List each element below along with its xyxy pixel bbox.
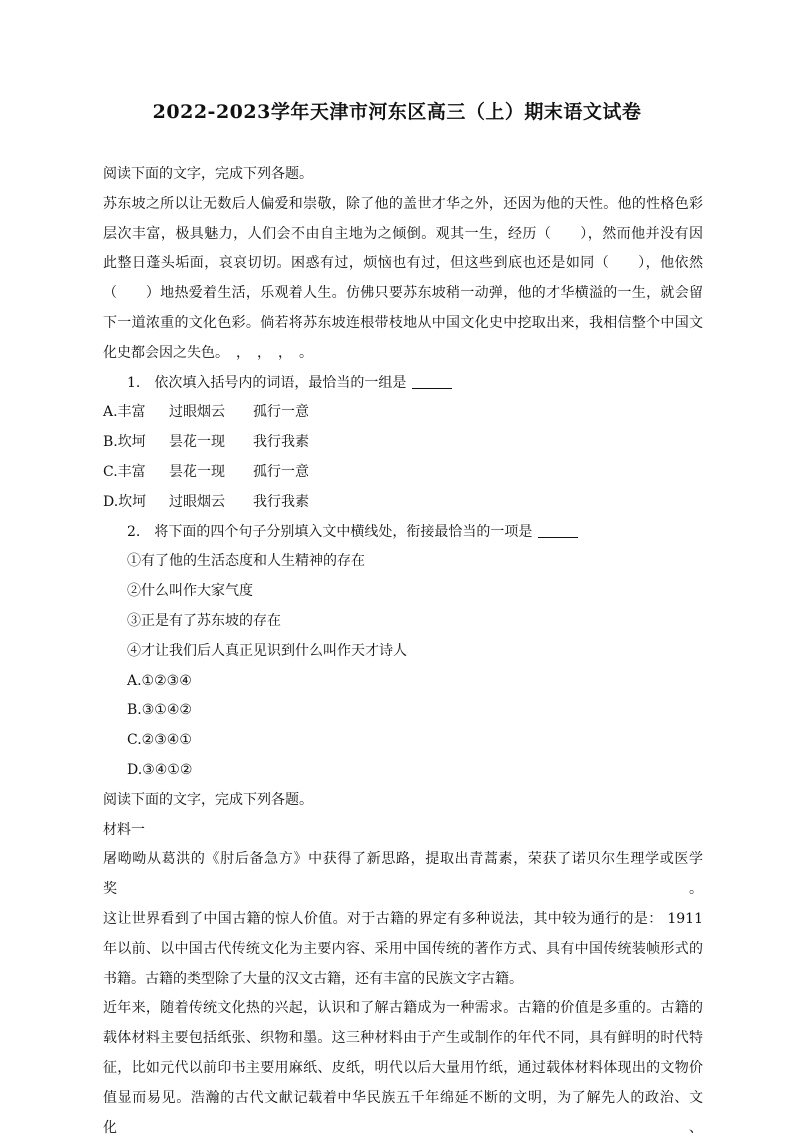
- passage-line: （ ）地热爱着生活，乐观着人生。仿佛只要苏东坡稍一动弹，他的才华横溢的一生，就会留: [103, 285, 703, 302]
- q1-option-d[interactable]: [103, 488, 703, 518]
- q2-option-b[interactable]: B.③①④②: [127, 702, 192, 719]
- q2-option-a[interactable]: A.①②③④: [127, 672, 192, 689]
- option-word-3: 我行我素: [253, 493, 309, 510]
- material-line: 年以前、以中国古代传统文化为主要内容、采用中国传统的著作方式、具有中国传统装帧形式的: [103, 940, 703, 957]
- material-line: 征，比如元代以前印书主要用麻纸、皮纸，明代以后大量用竹纸，通过载体材料体现出的文物价: [103, 1059, 703, 1076]
- q2-sentence: ③正是有了苏东坡的存在: [127, 612, 281, 629]
- option-word-1: A.丰富: [103, 404, 146, 421]
- exam-title: 2022-2023学年天津市河东区高三（上）期末语文试卷: [152, 101, 642, 123]
- option-word-1: B.坎坷: [103, 434, 146, 451]
- material-line: 书籍。古籍的类型除了大量的汉文古籍，还有丰富的民族文字古籍。: [103, 970, 523, 987]
- material-line: 值显而易见。浩瀚的古代文献记载着中华民族五千年绵延不断的文明，为了解先人的政治、文化、: [103, 1089, 703, 1136]
- answer-blank[interactable]: [538, 523, 578, 538]
- q1-option-a[interactable]: [103, 398, 703, 428]
- option-word-3: 孤行一意: [253, 404, 309, 421]
- passage-line: 此整日蓬头垢面，哀哀切切。困惑有过，烦恼也有过，但这些到底也还是如同（ ），他依然: [103, 255, 703, 272]
- section1-instruction: 阅读下面的文字，完成下列各题。: [103, 166, 313, 182]
- q2-sentence: ②什么叫作大家气度: [127, 583, 253, 600]
- material-line: 这让世界看到了中国古籍的惊人价值。对于古籍的界定有多种说法，其中较为通行的是： 1911: [103, 910, 703, 927]
- answer-blank[interactable]: [412, 374, 452, 389]
- option-word-2: 昙花一现: [169, 434, 225, 451]
- q2-sentence: ④才让我们后人真正见识到什么叫作天才诗人: [127, 642, 407, 659]
- question-1: [103, 369, 703, 399]
- q2-option-c[interactable]: C.②③④①: [127, 732, 192, 749]
- passage-line: 层次丰富，极具魅力，人们会不由自主地为之倾倒。观其一生，经历（ ），然而他并没有因: [103, 225, 703, 242]
- q1-option-c[interactable]: [103, 458, 703, 488]
- material-line: 载体材料主要包括纸张、织物和墨。这三种材料由于产生或制作的年代不同，具有鲜明的时代特: [103, 1030, 703, 1047]
- passage-line: 苏东坡之所以让无数后人偏爱和崇敬，除了他的盖世才华之外，还因为他的天性。他的性格色彩: [103, 195, 703, 212]
- question-2-stem: 2. 将下面的四个句子分别填入文中横线处，衔接最恰当的一项是: [127, 523, 533, 540]
- passage-line: 下一道浓重的文化色彩。倘若将苏东坡连根带枝地从中国文化史中挖取出来，我相信整个中国文: [103, 314, 703, 331]
- passage-line: 化史都会因之失色。 ， ， ， 。: [103, 344, 313, 361]
- q2-sentence: ①有了他的生活态度和人生精神的存在: [127, 553, 365, 570]
- material-line: 屠呦呦从葛洪的《肘后备急方》中获得了新思路，提取出青蒿素，荣获了诺贝尔生理学或医学奖。: [103, 851, 703, 898]
- option-word-2: 昙花一现: [169, 463, 225, 480]
- option-word-2: 过眼烟云: [169, 404, 225, 421]
- option-word-2: 过眼烟云: [169, 493, 225, 510]
- option-word-1: D.坎坷: [103, 493, 147, 510]
- material-label: 材料一: [103, 821, 145, 838]
- section2-instruction: 阅读下面的文字，完成下列各题。: [103, 791, 313, 808]
- question-2: [103, 518, 703, 548]
- option-word-3: 我行我素: [253, 434, 309, 451]
- option-word-1: C.丰富: [103, 463, 146, 480]
- question-1-stem: 1. 依次填入括号内的词语，最恰当的一组是: [127, 374, 407, 391]
- material-line: 近年来，随着传统文化热的兴起，认识和了解古籍成为一种需求。古籍的价值是多重的。古籍的: [103, 1000, 703, 1017]
- q1-option-b[interactable]: [103, 428, 703, 458]
- exam-content: [103, 160, 703, 1143]
- q2-option-d[interactable]: D.③④①②: [127, 761, 193, 778]
- option-word-3: 孤行一意: [253, 463, 309, 480]
